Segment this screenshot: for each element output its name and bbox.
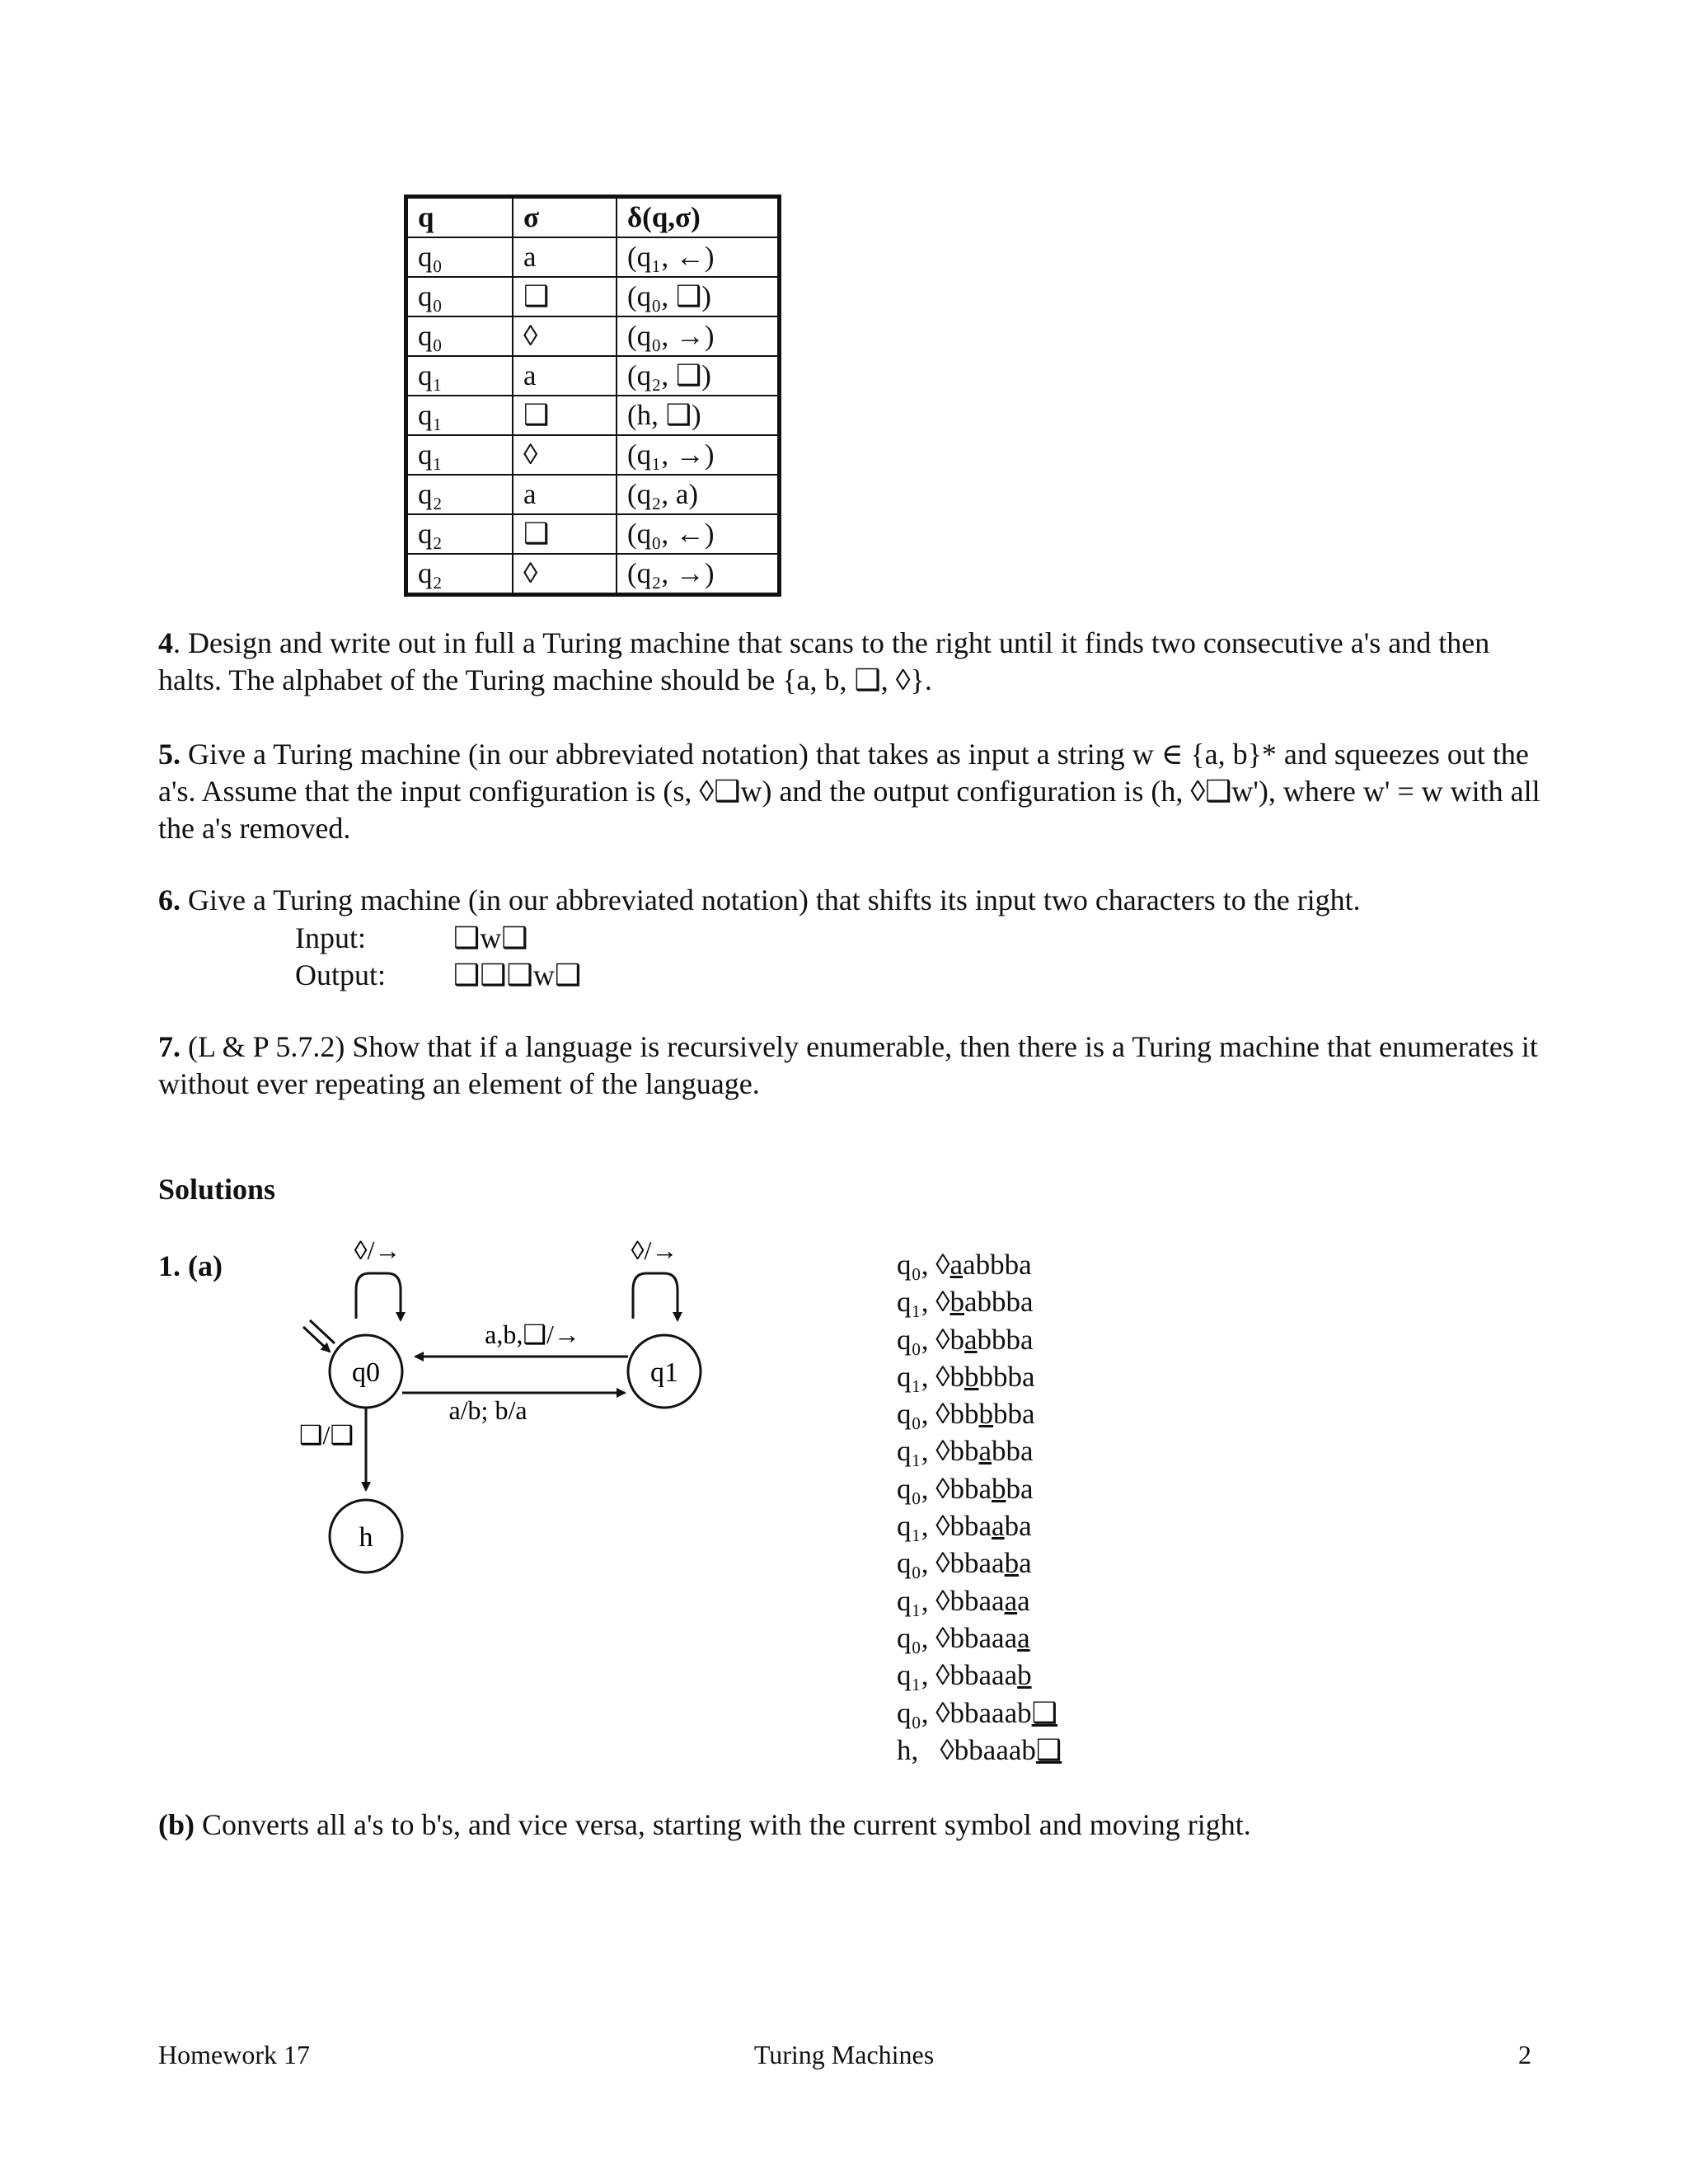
problem-5-text: Give a Turing machine (in our abbreviated notation) that takes as input a string w ∈ {a, b}* and squeezes out the a's. Assume that the input configuration is (s, ◊❑w) and the output configuration is (h, ◊❑w'), where w' = w with all the a's removed. xyxy=(158,738,1540,845)
trace-line: q₀, ◊bbbbba xyxy=(897,1398,1035,1431)
state-q1-label: q1 xyxy=(650,1357,678,1388)
cell-state: q₂ xyxy=(406,475,513,514)
cell-symbol: a xyxy=(513,475,617,514)
table-row xyxy=(406,435,780,475)
cell-symbol: ❑ xyxy=(513,396,617,435)
solution-1b-text: Converts all a's to b's, and vice versa, starting with the current symbol and moving right. xyxy=(195,1808,1251,1841)
problem-7 xyxy=(158,1029,1543,1103)
trace-line: q₁, ◊bbabba xyxy=(897,1435,1034,1468)
state-q0-label: q0 xyxy=(352,1357,380,1388)
cell-state: q₀ xyxy=(406,277,513,316)
header-state: q xyxy=(406,197,513,238)
problem-7-number: 7. xyxy=(158,1030,181,1063)
cell-state: q₁ xyxy=(406,356,513,396)
trace-line: q₁, ◊bbaaaa xyxy=(897,1584,1030,1617)
cell-state: q₁ xyxy=(406,396,513,435)
input-label: Input: xyxy=(295,921,366,954)
edge-q0-to-q1-label: a/b; b/a xyxy=(448,1395,528,1425)
cell-state: q₂ xyxy=(406,514,513,554)
cell-symbol: ❑ xyxy=(513,277,617,316)
problem-4-text: . Design and write out in full a Turing machine that scans to the right until it finds two consecutive a's and then halts. The alphabet of the Turing machine should be {a, b, ❑, ◊}. xyxy=(158,626,1490,696)
cell-state: q₁ xyxy=(406,435,513,475)
table-row xyxy=(406,356,780,396)
cell-symbol: a xyxy=(513,356,617,396)
table-row xyxy=(406,237,780,277)
header-symbol: σ xyxy=(513,197,617,238)
problem-7-text: (L & P 5.7.2) Show that if a language is recursively enumerable, then there is a Turing machine that enumerates it without ever repeating an element of the language. xyxy=(158,1030,1538,1100)
problem-5 xyxy=(158,736,1543,847)
table-row xyxy=(406,316,780,356)
table-row xyxy=(406,514,780,554)
header-transition: δ(q,σ) xyxy=(617,197,780,238)
cell-symbol: ◊ xyxy=(513,554,617,595)
solutions-heading: Solutions xyxy=(158,1173,276,1206)
cell-state: q₀ xyxy=(406,237,513,277)
trace-line: q₁, ◊bbbbba xyxy=(897,1360,1035,1393)
trace-line: q₀, ◊bbaaab❑ xyxy=(897,1696,1057,1729)
footer-left: Homework 17 xyxy=(158,2040,310,2069)
footer-center: Turing Machines xyxy=(753,2040,935,2069)
problem-6-text: Give a Turing machine (in our abbreviated notation) that shifts its input two characters to the right. xyxy=(181,883,1361,916)
table-row xyxy=(406,396,780,435)
cell-state: q₀ xyxy=(406,316,513,356)
q0-self-loop xyxy=(356,1273,401,1320)
cell-transition: (q₂, →) xyxy=(617,554,780,595)
cell-symbol: ◊ xyxy=(513,435,617,475)
problem-6 xyxy=(158,882,1543,919)
footer-page-number: 2 xyxy=(1518,2040,1531,2069)
solution-1a-label: 1. (a) xyxy=(158,1249,223,1282)
input-value: ❑w❑ xyxy=(453,921,528,954)
edge-q1-to-q0-label: a,b,❑/→ xyxy=(485,1319,580,1349)
cell-transition: (q₀, ←) xyxy=(617,514,780,554)
configuration-trace xyxy=(897,1246,1062,1769)
cell-symbol: a xyxy=(513,237,617,277)
problem-6-input-row xyxy=(295,920,528,957)
problem-4-number: 4 xyxy=(158,626,173,659)
table-row xyxy=(406,554,780,595)
trace-line: q₁, ◊bbaaab xyxy=(897,1659,1032,1692)
output-value: ❑❑❑w❑ xyxy=(453,958,582,991)
trace-line: q₀, ◊aabbba xyxy=(897,1249,1032,1281)
trace-line: q₀, ◊bbaaba xyxy=(897,1547,1032,1580)
q1-loop-label: ◊/→ xyxy=(631,1235,678,1265)
cell-transition: (q₁, ←) xyxy=(617,237,780,277)
cell-transition: (h, ❑) xyxy=(617,396,780,435)
q0-loop-label: ◊/→ xyxy=(354,1235,401,1265)
cell-transition: (q₀, ❑) xyxy=(617,277,780,316)
state-diagram xyxy=(280,1228,742,1607)
start-arrow-tail xyxy=(310,1320,335,1343)
table-row xyxy=(406,475,780,514)
cell-symbol: ❑ xyxy=(513,514,617,554)
trace-line: q₁, ◊babbba xyxy=(897,1286,1034,1319)
transition-table xyxy=(404,194,781,597)
cell-transition: (q₀, →) xyxy=(617,316,780,356)
state-h-label: h xyxy=(359,1522,373,1553)
cell-symbol: ◊ xyxy=(513,316,617,356)
trace-line: q₁, ◊bbaaba xyxy=(897,1510,1032,1543)
table-header-row xyxy=(406,197,780,238)
trace-line: q₀, ◊bbabba xyxy=(897,1472,1034,1505)
problem-6-output-row xyxy=(295,957,581,994)
cell-transition: (q₂, a) xyxy=(617,475,780,514)
cell-transition: (q₁, →) xyxy=(617,435,780,475)
solution-1b xyxy=(158,1807,1543,1844)
table-row xyxy=(406,277,780,316)
output-label: Output: xyxy=(295,958,387,991)
edge-q0-to-h-label: ❑/❑ xyxy=(298,1420,354,1450)
problem-4 xyxy=(158,625,1543,699)
cell-state: q₂ xyxy=(406,554,513,595)
trace-line: q₀, ◊babbba xyxy=(897,1323,1034,1356)
trace-line: q₀, ◊bbaaaa xyxy=(897,1621,1030,1654)
solution-1b-label: (b) xyxy=(158,1808,195,1841)
cell-transition: (q₂, ❑) xyxy=(617,356,780,396)
q1-self-loop xyxy=(633,1273,678,1320)
start-arrow xyxy=(303,1327,330,1352)
trace-line: h, ◊bbaaab❑ xyxy=(897,1733,1062,1766)
problem-6-number: 6. xyxy=(158,883,181,916)
problem-5-number: 5. xyxy=(158,738,181,771)
